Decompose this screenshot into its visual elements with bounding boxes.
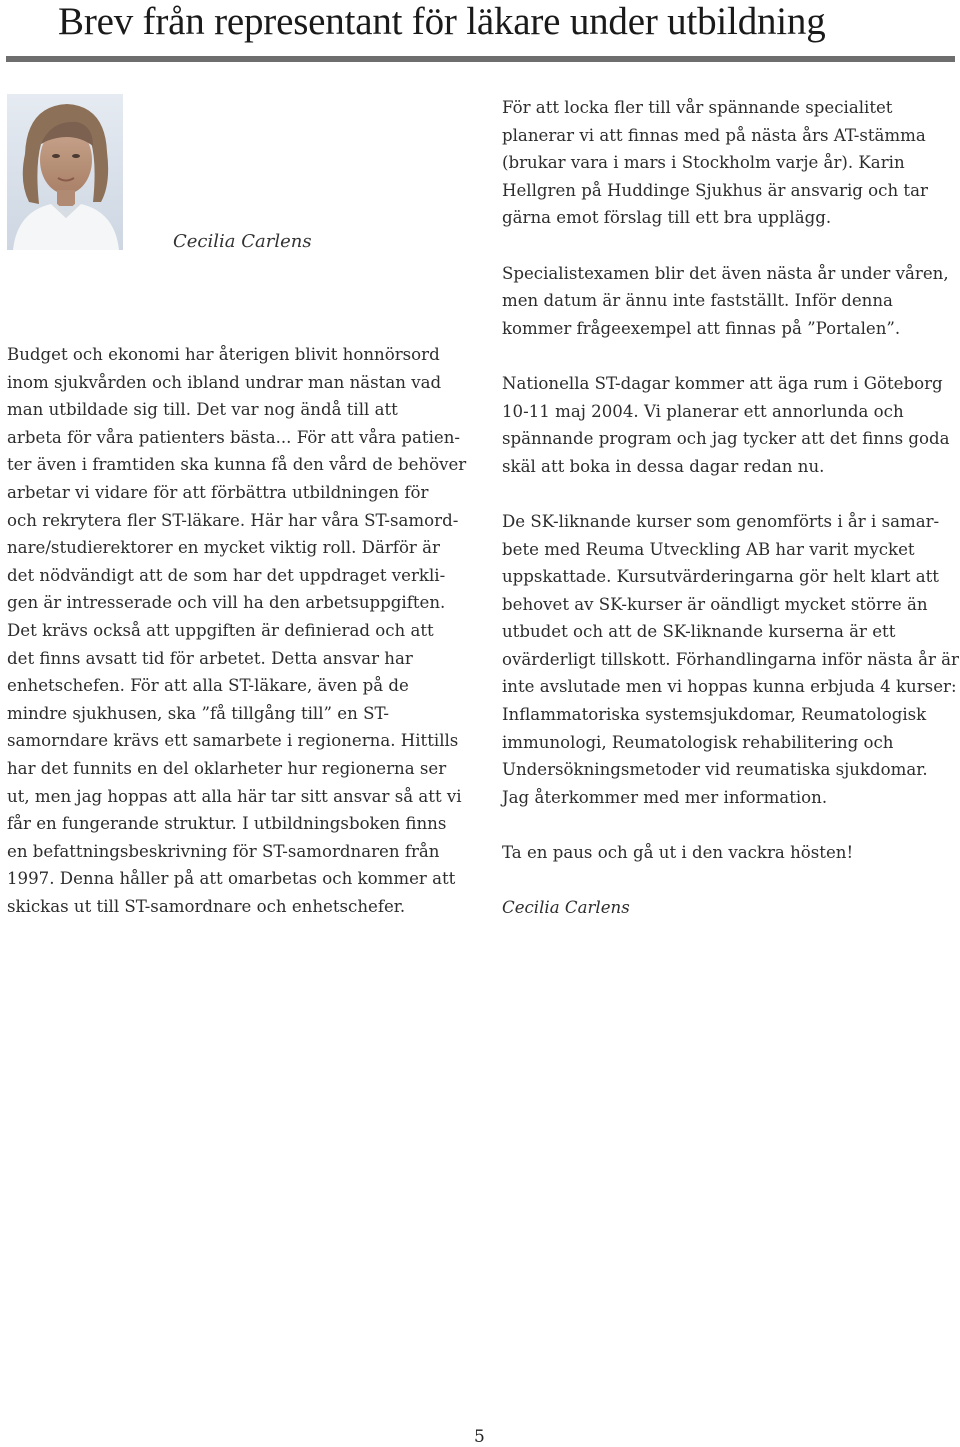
paragraph-gap (502, 480, 954, 508)
text-line: (brukar vara i mars i Stockholm varje år). Karin (502, 153, 905, 173)
page-title: Brev från representant för läkare under utbildning (58, 0, 826, 43)
text-line: ovärderligt tillskott. Förhandlingarna inför nästa år är (502, 649, 959, 669)
text-line: och rekrytera fler ST-läkare. Här har våra ST-samord- (7, 510, 459, 530)
text-line: nare/studierektorer en mycket viktig roll. Därför är (7, 538, 440, 558)
text-line: gen är intresserade och vill ha den arbetsuppgiften. (7, 593, 446, 613)
text-line: uppskattade. Kursutvärderingarna gör helt klart att (502, 567, 939, 587)
text-line: det finns avsatt tid för arbetet. Detta ansvar har (7, 648, 413, 668)
page-number: 5 (474, 1427, 485, 1447)
text-line: arbetar vi vidare för att förbättra utbildningen för (7, 482, 429, 502)
text-line: 10-11 maj 2004. Vi planerar ett annorlunda och (502, 401, 904, 421)
right-column (502, 94, 959, 922)
paragraph-gap (502, 811, 954, 839)
text-line: arbeta för våra patienters bästa... För att våra patien- (7, 427, 460, 447)
paragraph-gap (502, 867, 954, 895)
text-line: Specialistexamen blir det även nästa år under våren, (502, 263, 949, 283)
text-line: skäl att boka in dessa dagar redan nu. (502, 456, 825, 476)
text-line: ut, men jag hoppas att alla här tar sitt ansvar så att vi (7, 786, 462, 806)
text-line: man utbildade sig till. Det var nog ändå till att (7, 400, 398, 420)
text-line: inte avslutade men vi hoppas kunna erbjuda 4 kurser: (502, 677, 957, 697)
text-line: immunologi, Reumatologisk rehabilitering och (502, 732, 894, 752)
text-line: De SK-liknande kurser som genomförts i år i samar- (502, 511, 940, 531)
text-line: Hellgren på Huddinge Sjukhus är ansvarig och tar (502, 180, 928, 200)
text-line: Det krävs också att uppgiften är definierad och att (7, 620, 434, 640)
text-line: en befattningsbeskrivning för ST-samordnaren från (7, 841, 440, 861)
text-line: samorndare krävs ett samarbete i regionerna. Hittills (7, 731, 459, 751)
text-line: skickas ut till ST-samordnare och enhetschefer. (7, 896, 406, 916)
text-line: 1997. Denna håller på att omarbetas och kommer att (7, 869, 456, 889)
text-line: behovet av SK-kurser är oändligt mycket större än (502, 594, 928, 614)
text-line: har det funnits en del oklarheter hur regionerna ser (7, 758, 447, 778)
text-line: utbudet och att de SK-liknande kurserna är ett (502, 622, 896, 642)
text-line: enhetschefen. För att alla ST-läkare, även på de (7, 676, 409, 696)
text-line: Nationella ST-dagar kommer att äga rum i Göteborg (502, 373, 943, 393)
text-line: Undersökningsmetoder vid reumatiska sjukdomar. (502, 760, 928, 780)
text-line: inom sjukvården och ibland undrar man nästan vad (7, 372, 442, 392)
text-line: får en fungerande struktur. I utbildningsboken finns (7, 814, 447, 834)
text-line: det nödvändigt att de som har det uppdraget verkli- (7, 565, 446, 585)
text-line: gärna emot förslag till ett bra upplägg. (502, 208, 832, 228)
text-line: Inflammatoriska systemsjukdomar, Reumatologisk (502, 705, 927, 725)
text-line: men datum är ännu inte fastställt. Inför denna (502, 291, 893, 311)
text-line: Jag återkommer med mer information. (502, 787, 828, 807)
text-line: Ta en paus och gå ut i den vackra hösten! (502, 843, 854, 863)
paragraph-gap (502, 232, 954, 260)
text-line: kommer frågeexempel att finnas på ”Portalen”. (502, 318, 901, 338)
text-line: bete med Reuma Utveckling AB har varit mycket (502, 539, 915, 559)
text-line: mindre sjukhusen, ska ”få tillgång till” en ST- (7, 703, 389, 723)
paragraph-gap (502, 342, 954, 370)
text-line: planerar vi att finnas med på nästa års AT-stämma (502, 125, 926, 145)
signature: Cecilia Carlens (502, 898, 630, 918)
author-photo (7, 94, 123, 250)
text-line: Budget och ekonomi har återigen blivit honnörsord (7, 345, 440, 364)
text-line: spännande program och jag tycker att det finns goda (502, 429, 950, 449)
text-line: ter även i framtiden ska kunna få den vård de behöver (7, 455, 467, 475)
left-column (7, 341, 467, 920)
text-line: För att locka fler till vår spännande specialitet (502, 98, 893, 117)
photo-caption: Cecilia Carlens (173, 231, 312, 252)
title-rule (6, 56, 955, 62)
